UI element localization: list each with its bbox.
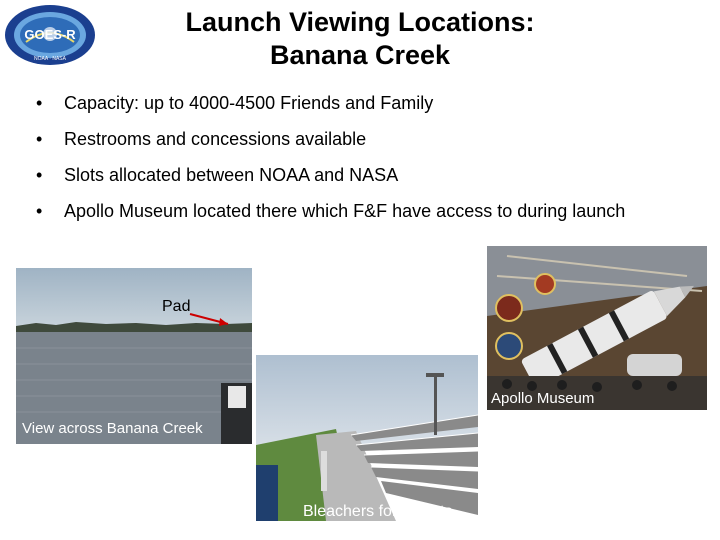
bullet-item: • Restrooms and concessions available — [36, 126, 696, 153]
title-line-1: Launch Viewing Locations: — [185, 7, 535, 37]
goes-r-logo — [4, 4, 96, 66]
title-line-2: Banana Creek — [269, 40, 451, 70]
pad-label: Pad — [162, 298, 191, 315]
photo-caption: Apollo Museum — [491, 390, 595, 407]
bullet-item: • Apollo Museum located there which F&F have access to during launch — [36, 198, 696, 225]
photo-bleachers — [256, 355, 478, 521]
photo-banana-creek — [16, 268, 252, 444]
photo-apollo-museum — [487, 246, 707, 410]
bullet-item: • Slots allocated between NOAA and NASA — [36, 162, 696, 189]
logo-ring-text: NOAA · NASA — [34, 56, 66, 62]
bullet-list — [36, 90, 696, 234]
photo-caption: View across Banana Creek — [22, 420, 203, 437]
bullet-item: • Capacity: up to 4000-4500 Friends and Family — [36, 90, 696, 117]
photo-caption: Bleachers for Guests — [303, 503, 453, 520]
slide-title — [130, 6, 590, 72]
logo-text: GOES-R — [24, 27, 76, 42]
